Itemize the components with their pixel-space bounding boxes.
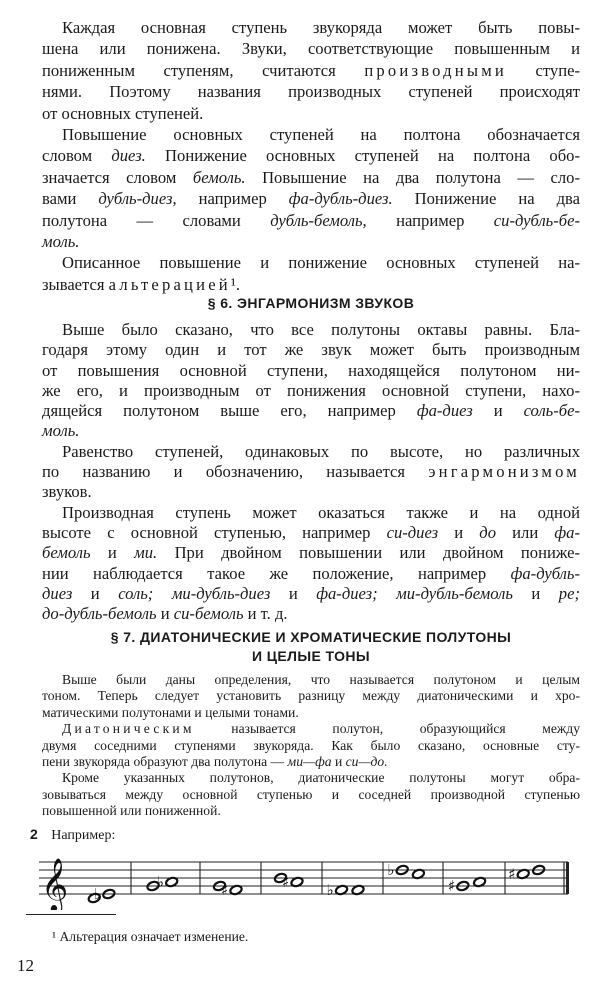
italic-term: до-дубль-бемоль bbox=[42, 604, 157, 624]
italic-term: моль. bbox=[42, 231, 80, 251]
italic-term: фа-дубль- bbox=[510, 563, 580, 583]
text: двумя соседними ступенями звукоряда. Как было сказано, основные сту- bbox=[42, 737, 580, 753]
text-line bbox=[42, 672, 580, 688]
italic-term: моль. bbox=[42, 421, 80, 441]
section-6-heading: § 6. ЭНГАРМОНИЗМ ЗВУКОВ bbox=[207, 295, 415, 311]
text: Понижение на два bbox=[392, 189, 580, 209]
italic-term: диез bbox=[42, 583, 73, 603]
text: зовываться между основной ступенью и соседней производной ступенью bbox=[42, 786, 580, 802]
text: ¹. bbox=[230, 274, 240, 294]
text: Производная ступень может оказаться также и на одной bbox=[62, 502, 580, 522]
text-line bbox=[42, 361, 580, 381]
text: Выше были даны определения, что называется полутоном и целым bbox=[62, 672, 580, 687]
sharp-icon: ♯ bbox=[447, 877, 456, 895]
paragraph bbox=[42, 320, 580, 442]
text: пени звукоряда образуют два полутона — bbox=[42, 753, 288, 769]
text: и bbox=[331, 753, 346, 769]
text: и bbox=[512, 583, 559, 603]
example-number: 2 bbox=[30, 826, 38, 842]
text-line bbox=[42, 564, 580, 584]
text-block-section-6 bbox=[42, 320, 580, 624]
text: же его, и производным от понижения основной ступени, нахо- bbox=[42, 380, 580, 400]
text: например bbox=[176, 189, 289, 209]
italic-term: диез. bbox=[111, 146, 146, 166]
text-line bbox=[42, 754, 580, 770]
text: шена или понижена. Звуки, соответствующие повышенным и bbox=[42, 39, 580, 59]
text-line bbox=[42, 145, 580, 166]
text: или bbox=[496, 522, 555, 542]
section-7-heading-line-2: И ЦЕЛЫЕ ТОНЫ bbox=[252, 648, 370, 664]
text-block-top bbox=[42, 17, 580, 295]
sharp-icon: ♯ bbox=[281, 873, 290, 891]
text-line bbox=[42, 340, 580, 360]
italic-term: ми. bbox=[134, 543, 158, 563]
text: дящейся полутоном выше его, например bbox=[42, 401, 417, 421]
paragraph bbox=[42, 252, 580, 295]
example-label: Например: bbox=[51, 828, 116, 843]
text: матическими полутонами и целыми тонами. bbox=[42, 704, 299, 720]
text: Кроме указанных полутонов, диатонические полутоны могут обра- bbox=[62, 770, 580, 786]
final-barline-thick bbox=[566, 862, 569, 894]
italic-term: фа-диез bbox=[416, 401, 473, 421]
paragraph bbox=[42, 721, 580, 770]
text: и bbox=[472, 401, 524, 421]
text-line bbox=[42, 604, 580, 624]
text: нии наблюдается такое же положение, например bbox=[42, 563, 511, 583]
text-line bbox=[42, 274, 580, 295]
italic-term: до bbox=[479, 522, 496, 542]
text: полутона — словами bbox=[42, 210, 271, 230]
text: Описанное повышение и понижение основных ступеней на- bbox=[62, 253, 580, 273]
text: пониженным ступеням, считаются bbox=[42, 60, 365, 80]
footnote: ¹ Альтерация означает изменение. bbox=[52, 929, 249, 944]
text: высоте с основной ступенью, например bbox=[42, 522, 387, 542]
text-line bbox=[42, 103, 580, 124]
text-line bbox=[42, 462, 580, 482]
text: нями. Поэтому названия производных ступеней происходят bbox=[42, 82, 580, 102]
music-staff-example bbox=[0, 850, 605, 910]
text: При двойном повышении или двойном пониже- bbox=[157, 543, 580, 563]
section-7-heading bbox=[42, 628, 580, 666]
text-line bbox=[42, 787, 580, 803]
spaced-term: Диатоническим bbox=[62, 721, 195, 737]
text-line bbox=[42, 442, 580, 462]
text-line bbox=[42, 482, 580, 502]
spaced-term: альтерацией bbox=[108, 274, 231, 294]
text: Каждая основная ступень звукоряда может быть повы- bbox=[62, 18, 580, 37]
italic-term: си-бемоль bbox=[173, 604, 244, 624]
text-line bbox=[42, 721, 580, 737]
footnote-divider bbox=[26, 914, 116, 915]
paragraph bbox=[42, 672, 580, 721]
text-line bbox=[42, 60, 580, 81]
paragraph bbox=[42, 442, 580, 503]
text-line bbox=[42, 38, 580, 59]
italic-term: ре; bbox=[558, 583, 580, 603]
italic-term: ми—фа bbox=[287, 753, 332, 769]
text-line bbox=[42, 523, 580, 543]
text-line bbox=[42, 320, 580, 340]
text-line bbox=[42, 503, 580, 523]
text: зывается bbox=[42, 274, 109, 294]
flat-icon: ♭ bbox=[326, 881, 334, 899]
text: от основных ступеней. bbox=[42, 103, 204, 123]
text-line bbox=[42, 124, 580, 145]
text: годаря этому один и тот же звук может быть производным bbox=[42, 340, 580, 360]
italic-term: фа-диез; ми-дубль-бемоль bbox=[316, 583, 513, 603]
paragraph bbox=[42, 503, 580, 625]
text: повышенной или пониженной. bbox=[42, 803, 221, 819]
text: и bbox=[438, 522, 480, 542]
text-line bbox=[42, 584, 580, 604]
text-line bbox=[42, 381, 580, 401]
text-line bbox=[42, 81, 580, 102]
text: и bbox=[270, 583, 317, 603]
text-line bbox=[42, 188, 580, 209]
text: Повышение на два полутона — сло- bbox=[245, 167, 581, 187]
text-block-section-7 bbox=[42, 672, 580, 820]
italic-term: си—до. bbox=[345, 753, 388, 769]
spaced-term: энгармонизмом bbox=[428, 462, 580, 482]
text-line bbox=[42, 803, 580, 819]
text: звуков. bbox=[42, 482, 92, 502]
text: тоном. Теперь следует установить разницу между диатоническими и хро- bbox=[42, 688, 580, 704]
text-line bbox=[42, 17, 580, 38]
paragraph bbox=[42, 17, 580, 124]
example-caption bbox=[30, 826, 115, 844]
text: и bbox=[90, 543, 135, 563]
text: Понижение основных ступеней на полтона обо- bbox=[145, 146, 580, 166]
flat-icon: ♭ bbox=[93, 885, 101, 903]
text-line bbox=[42, 252, 580, 273]
paragraph bbox=[42, 770, 580, 819]
text: значается словом bbox=[42, 167, 193, 187]
text-line bbox=[42, 738, 580, 754]
italic-term: дубль-бемоль, bbox=[270, 210, 367, 230]
text: Повышение основных ступеней на полтона обозначается bbox=[62, 124, 580, 144]
text-line bbox=[42, 543, 580, 563]
text: Выше было сказано, что все полутоны октавы равны. Бла- bbox=[62, 320, 580, 339]
text-line bbox=[42, 231, 580, 252]
sharp-icon: ♯ bbox=[508, 865, 516, 883]
text: вами bbox=[42, 189, 99, 209]
page-number: 12 bbox=[17, 956, 34, 975]
text: от повышения основной ступени, находящейся полутоном ни- bbox=[42, 360, 580, 380]
italic-term: соль-бе- bbox=[523, 401, 580, 421]
text: ступе- bbox=[507, 60, 580, 80]
italic-term: фа- bbox=[554, 522, 580, 542]
text-line bbox=[42, 770, 580, 786]
text-line bbox=[42, 421, 580, 441]
text: например bbox=[366, 210, 494, 230]
italic-term: соль; ми-дубль-диез bbox=[118, 583, 271, 603]
italic-term: фа-дубль-диез. bbox=[288, 189, 393, 209]
italic-term: бемоль. bbox=[192, 167, 246, 187]
section-7-heading-line-1: § 7. ДИАТОНИЧЕСКИЕ И ХРОМАТИЧЕСКИЕ ПОЛУТОНЫ bbox=[110, 629, 512, 645]
italic-term: си-диез bbox=[386, 522, 439, 542]
text: по названию и обозначению, называется bbox=[42, 462, 429, 482]
italic-term: си-дубль-бе- bbox=[493, 210, 580, 230]
text: называется полутон, образующийся между bbox=[194, 721, 580, 737]
text-line bbox=[42, 688, 580, 704]
text-line bbox=[42, 401, 580, 421]
paragraph bbox=[42, 124, 580, 252]
flat-icon: ♭ bbox=[156, 873, 164, 891]
sharp-icon: ♯ bbox=[220, 881, 229, 899]
text-line bbox=[42, 210, 580, 231]
text: и т. д. bbox=[243, 604, 288, 624]
italic-term: дубль-диез, bbox=[98, 189, 177, 209]
text: и bbox=[72, 583, 119, 603]
flat-icon: ♭ bbox=[387, 861, 395, 879]
text: Равенство ступеней, одинаковых по высоте, но различных bbox=[62, 441, 580, 461]
text-line bbox=[42, 705, 580, 721]
treble-clef-icon: 𝄞 bbox=[41, 857, 69, 910]
text-line bbox=[42, 167, 580, 188]
spaced-term: производными bbox=[364, 60, 508, 80]
text: и bbox=[156, 604, 174, 624]
italic-term: бемоль bbox=[42, 543, 91, 563]
text: словом bbox=[42, 146, 112, 166]
